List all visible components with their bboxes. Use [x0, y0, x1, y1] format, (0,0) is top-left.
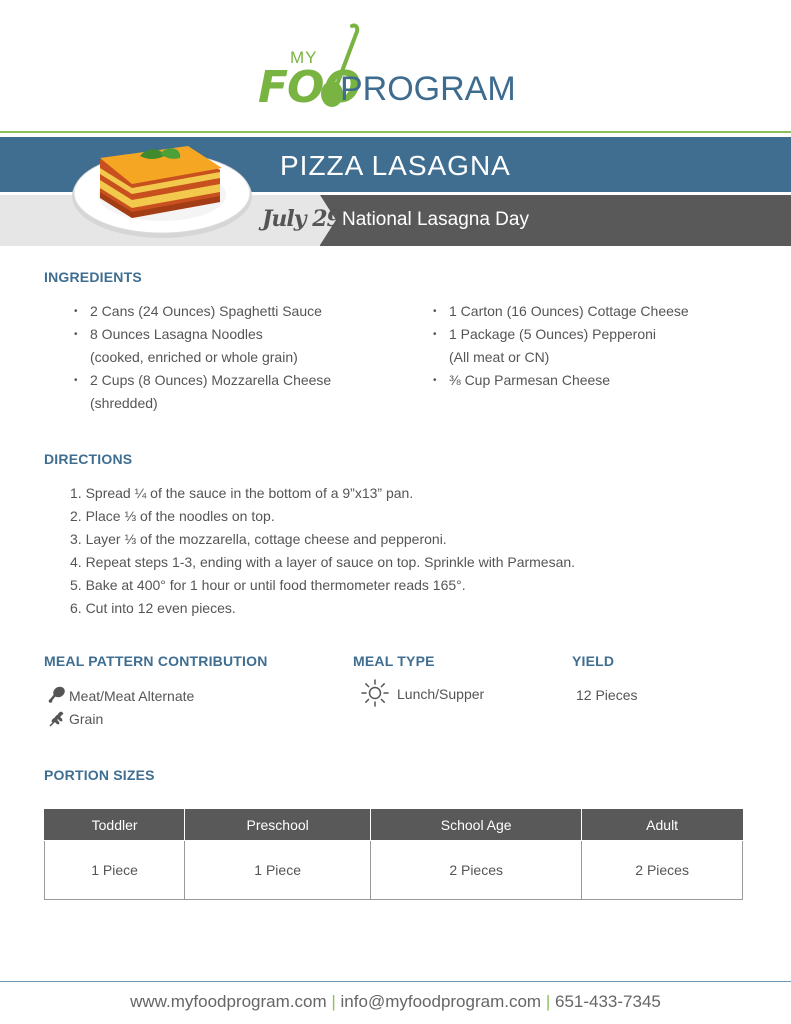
myfoodprogram-logo: [256, 22, 546, 113]
direction-step: 6. Cut into 12 even pieces.: [70, 600, 236, 616]
lasagna-plate-image: [70, 140, 255, 245]
yield-value: 12 Pieces: [576, 687, 638, 703]
directions-list: [70, 482, 575, 620]
meal-pattern-item: Grain: [69, 711, 104, 727]
wheat-icon: [48, 710, 66, 728]
sun-icon: [361, 679, 389, 707]
ingredient-note: (cooked, enriched or whole grain): [90, 349, 298, 365]
ingredient-item: 2 Cans (24 Ounces) Spaghetti Sauce: [90, 303, 322, 319]
meal-pattern-item: Meat/Meat Alternate: [69, 688, 195, 704]
ingredient-note: (shredded): [90, 395, 158, 411]
ingredient-item: ⅜ Cup Parmesan Cheese: [449, 372, 611, 388]
bullet-icon: •: [74, 306, 78, 317]
direction-step: 3. Layer ⅓ of the mozzarella, cottage cheese and pepperoni.: [70, 531, 447, 547]
drumstick-icon: [48, 686, 66, 704]
bullet-icon: •: [74, 329, 78, 340]
table-cell: 1 Piece: [185, 841, 371, 900]
footer-separator: |: [331, 992, 336, 1011]
table-cell: 2 Pieces: [371, 841, 582, 900]
logo-food: FOO: [258, 62, 360, 113]
direction-step: 5. Bake at 400° for 1 hour or until food thermometer reads 165°.: [70, 577, 466, 593]
directions-heading: DIRECTIONS: [44, 451, 133, 467]
portion-sizes-table: [44, 809, 743, 900]
table-cell: 2 Pieces: [582, 841, 743, 900]
bullet-icon: •: [433, 329, 437, 340]
holiday-name: National Lasagna Day: [342, 209, 529, 230]
header-divider: [0, 131, 791, 133]
bullet-icon: •: [433, 306, 437, 317]
footer-email-link[interactable]: info@myfoodprogram.com: [340, 992, 542, 1011]
ingredients-heading: INGREDIENTS: [44, 269, 142, 285]
table-header-row: [45, 810, 743, 841]
footer-separator: |: [545, 992, 551, 1011]
table-header-cell: Preschool: [185, 810, 371, 841]
logo-my: MY: [290, 48, 318, 67]
ingredient-item: 1 Carton (16 Ounces) Cottage Cheese: [449, 303, 689, 319]
table-cell: 1 Piece: [45, 841, 185, 900]
ingredient-item: 1 Package (5 Ounces) Pepperoni: [449, 326, 657, 342]
recipe-title: PIZZA LASAGNA: [280, 150, 511, 181]
meal-type-value: Lunch/Supper: [397, 686, 485, 702]
footer-website-link[interactable]: www.myfoodprogram.com: [130, 992, 327, 1011]
meal-pattern-heading: MEAL PATTERN CONTRIBUTION: [44, 653, 268, 669]
meal-type-heading: MEAL TYPE: [353, 653, 435, 669]
direction-step: 4. Repeat steps 1-3, ending with a layer of sauce on top. Sprinkle with Parmesan.: [70, 554, 576, 570]
table-header-cell: Toddler: [45, 810, 185, 841]
direction-step: 2. Place ⅓ of the noodles on top.: [70, 508, 275, 524]
direction-step: 1. Spread ¼ of the sauce in the bottom of a 9”x13” pan.: [70, 485, 414, 501]
portion-sizes-heading: PORTION SIZES: [44, 767, 155, 783]
bullet-icon: •: [433, 375, 437, 386]
table-row: [45, 841, 743, 900]
footer-phone: 651-433-7345: [554, 992, 661, 1011]
yield-heading: YIELD: [572, 653, 615, 669]
ingredient-note: (All meat or CN): [449, 349, 550, 365]
footer: [0, 992, 791, 1012]
bullet-icon: •: [74, 375, 78, 386]
holiday-date: July 29: [262, 206, 341, 232]
ingredient-item: 8 Ounces Lasagna Noodles: [90, 326, 263, 342]
logo-program: PROGRAM: [340, 70, 516, 108]
table-header-cell: School Age: [371, 810, 582, 841]
footer-divider: [0, 981, 791, 982]
table-header-cell: Adult: [582, 810, 743, 841]
ingredient-item: 2 Cups (8 Ounces) Mozzarella Cheese: [90, 372, 332, 388]
